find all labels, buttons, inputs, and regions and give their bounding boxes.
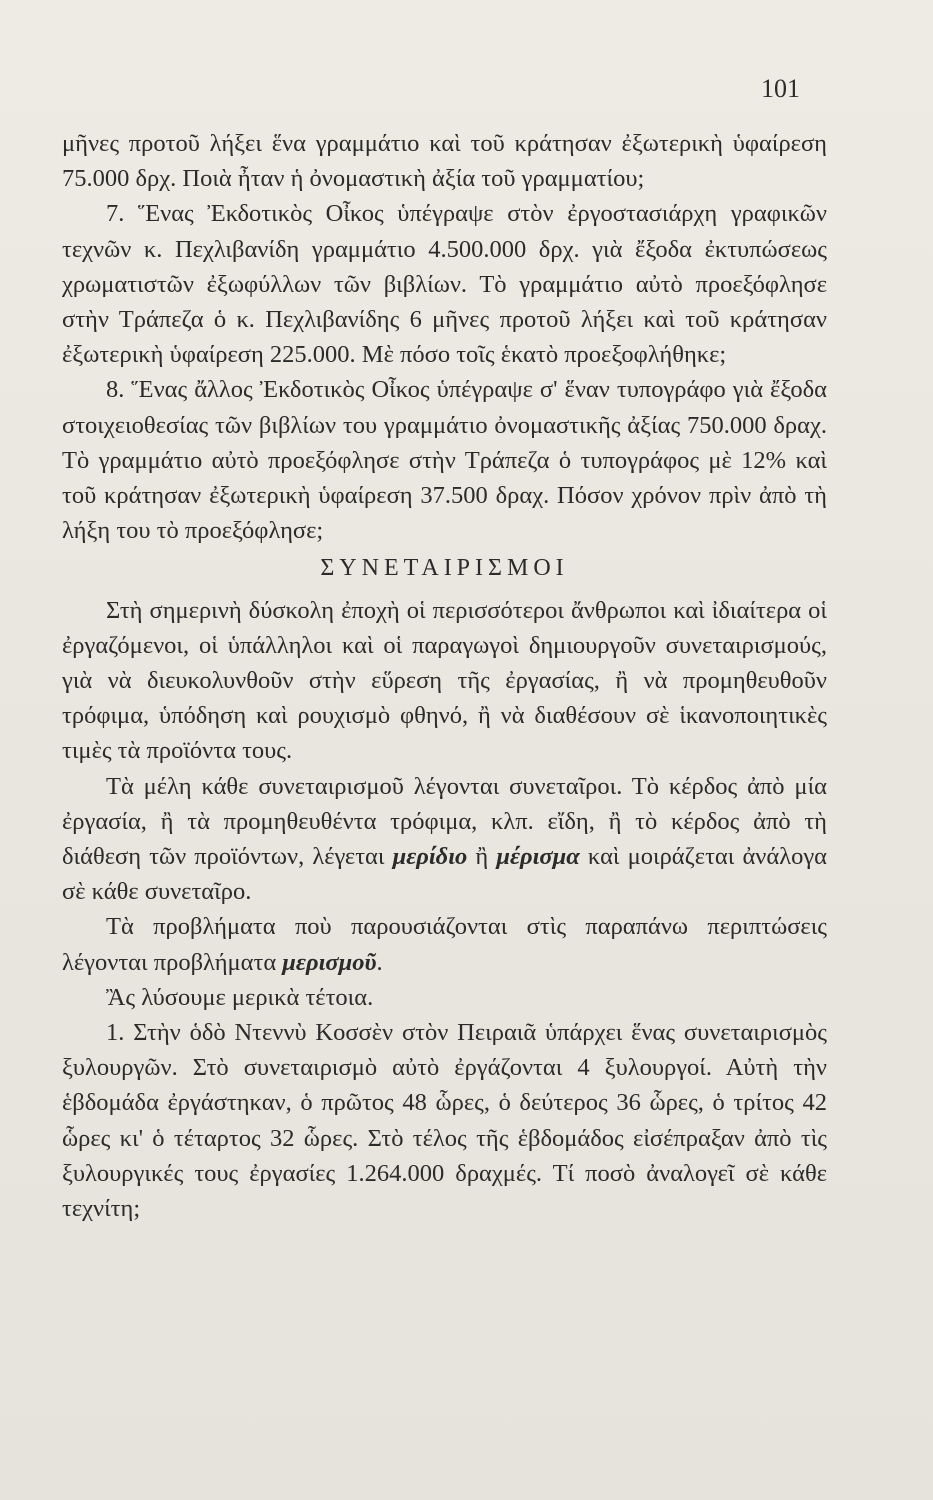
- term-merismou: μερισμοῦ: [282, 948, 377, 976]
- problem-7: 7. Ἕνας Ἐκδοτικὸς Οἶκος ὑπέγραψε στὸν ἐργοστασιάρχη γραφικῶν τεχνῶν κ. Πεχλιβανίδη γραμμάτιο 4.500.000 δρχ. γιὰ ἔξοδα ἐκτυπώσεως χρωματιστῶν ἐξωφύλλων τῶν βιβλίων. Τὸ γραμμάτιο αὐτὸ προεξόφλησε στὴν Τράπεζα ὁ κ. Πεχλιβανίδης 6 μῆνες προτοῦ λήξει καὶ τοῦ κράτησαν ἐξωτερικὴ ὑφαίρεση 225.000. Μὲ πόσο τοῖς ἑκατὸ προεξοφλήθηκε;: [62, 200, 827, 369]
- paragraph-solve: Ἂς λύσουμε μερικὰ τέτοια.: [106, 983, 374, 1011]
- term-merisma: μέρισμα: [496, 843, 580, 871]
- intro-paragraph: μῆνες προτοῦ λήξει ἕνα γραμμάτιο καὶ τοῦ κράτησαν ἐξωτερικὴ ὑφαίρεση 75.000 δρχ. Ποιὰ ἦταν ἡ ὀνομαστικὴ ἀξία τοῦ γραμματίου;: [62, 130, 827, 193]
- paragraph-problems: [62, 909, 827, 979]
- problems-text-1: Τὰ προβλήματα ποὺ παρουσιάζονται στὶς παραπάνω περιπτώσεις λέγονται προβλήματα: [62, 913, 827, 976]
- paragraph-cooperatives: Στὴ σημερινὴ δύσκολη ἐποχὴ οἱ περισσότεροι ἄνθρωποι καὶ ἰδιαίτερα οἱ ἐργαζόμενοι, οἱ ὑπάλληλοι καὶ οἱ παραγωγοὶ δημιουργοῦν συνεταιρισμούς, γιὰ νὰ διευκολυνθοῦν στὴν εὕρεση τῆς ἐργασίας, ἢ νὰ προμηθευθοῦν τρόφιμα, ὑπόδηση καὶ ρουχισμὸ φθηνό, ἢ νὰ διαθέσουν σὲ ἱκανοποιητικὲς τιμὲς τὰ προϊόντα τους.: [62, 596, 827, 765]
- members-text-3: καὶ μοιράζεται ἀνάλογα σὲ κάθε συνεταῖρο.: [62, 843, 827, 906]
- term-meridio: μερίδιο: [392, 843, 468, 871]
- page-number: 101: [761, 74, 800, 103]
- problems-text-2: .: [376, 948, 383, 976]
- problem-8: 8. Ἕνας ἄλλος Ἐκδοτικὸς Οἶκος ὑπέγραψε σ' ἕναν τυπογράφο γιὰ ἔξοδα στοιχειοθεσίας τῶν βιβλίων του γραμμάτιο ὀνομαστικῆς ἀξίας 750.000 δραχ. Τὸ γραμμάτιο αὐτὸ προεξόφλησε στὴν Τράπεζα ὁ τυπογράφος μὲ 12% καὶ τοῦ κράτησαν ἐξωτερικὴ ὑφαίρεση 37.500 δραχ. Πόσον χρόνον πρὶν ἀπὸ τὴ λήξη του τὸ προεξόφλησε;: [62, 376, 827, 545]
- problem-1: 1. Στὴν ὁδὸ Ντεννὺ Κοσσὲν στὸν Πειραιᾶ ὑπάρχει ἕνας συνεταιρισμὸς ξυλουργῶν. Στὸ συνεταιρισμὸ αὐτὸ ἐργάζονται 4 ξυλουργοί. Αὐτὴ τὴν ἑβδομάδα ἐργάστηκαν, ὁ πρῶτος 48 ὧρες, ὁ δεύτερος 36 ὧρες, ὁ τρίτος 42 ὧρες κι' ὁ τέταρτος 32 ὧρες. Στὸ τέλος τῆς ἑβδομάδος εἰσέπραξαν ἀπὸ τὶς ξυλουργικές τους ἐργασίες 1.264.000 δραχμές. Τί ποσὸ ἀναλογεῖ σὲ κάθε τεχνίτη;: [62, 1019, 827, 1223]
- members-text-2: ἢ: [467, 843, 497, 871]
- section-heading: ΣΥΝΕΤΑΙΡΙΣΜΟΙ: [320, 555, 569, 582]
- members-text-1: Τὰ μέλη κάθε συνεταιρισμοῦ λέγονται συνεταῖροι. Τὸ κέρδος ἀπὸ μία ἐργασία, ἢ τὰ προμηθευθέντα τρόφιμα, κλπ. εἴδη, ἢ τὸ κέρδος ἀπὸ τὴ διάθεση τῶν προϊόντων, λέγεται: [62, 772, 827, 871]
- page-body: [62, 126, 827, 1226]
- paragraph-members: [62, 769, 827, 910]
